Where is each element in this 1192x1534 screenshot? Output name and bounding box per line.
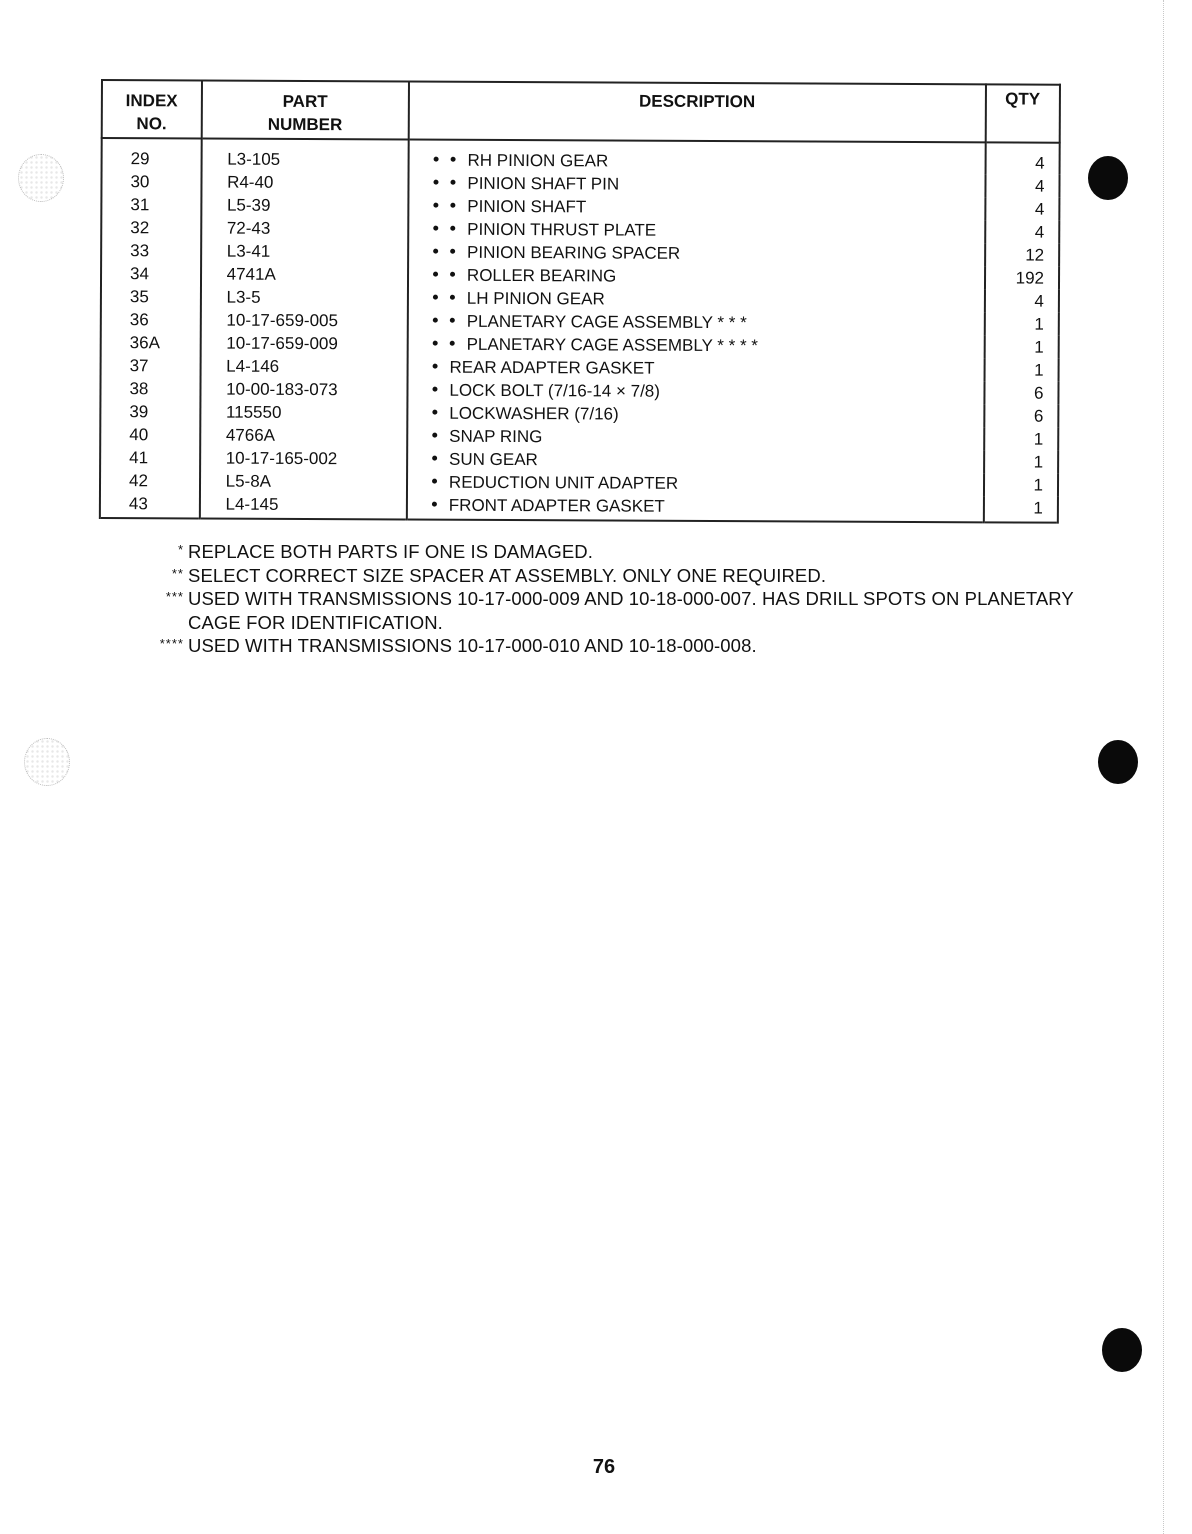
- bullet-icon: [434, 157, 439, 162]
- part-number-cell: L4-145: [199, 492, 406, 519]
- footnote-asterisks: ****: [159, 636, 184, 651]
- qty-cell: 1: [984, 358, 1059, 381]
- part-number-cell: L5-8A: [200, 469, 407, 493]
- description-text: REAR ADAPTER GASKET: [449, 357, 655, 378]
- description-text: SNAP RING: [449, 426, 543, 447]
- description-text: PINION SHAFT: [467, 196, 587, 217]
- qty-cell: 1: [983, 496, 1058, 522]
- header-description: DESCRIPTION: [409, 82, 986, 143]
- table-row: [100, 492, 1058, 523]
- indent-bullets: [433, 333, 467, 356]
- indent-bullets: [432, 494, 449, 517]
- bullet-icon: [450, 272, 455, 277]
- header-part-number: PART NUMBER: [201, 80, 409, 139]
- page-number: 76: [592, 1456, 616, 1478]
- index-no-cell: 39: [100, 400, 200, 423]
- index-no-cell: 32: [101, 216, 201, 239]
- bullet-icon: [450, 180, 455, 185]
- part-number-cell: 10-17-165-002: [200, 446, 407, 470]
- bullet-icon: [432, 364, 437, 369]
- qty-cell: 1: [984, 427, 1059, 450]
- bullet-icon: [450, 249, 455, 254]
- bullet-icon: [433, 249, 438, 254]
- bullet-icon: [432, 387, 437, 392]
- part-number-cell: L3-105: [201, 138, 408, 171]
- binder-hole-faded-middle: [24, 738, 70, 786]
- part-number-cell: 4741A: [201, 262, 408, 286]
- qty-cell: 4: [985, 197, 1060, 220]
- header-index-no: INDEX NO.: [102, 80, 202, 138]
- qty-cell: 1: [984, 335, 1059, 358]
- indent-bullets: [432, 471, 449, 494]
- footnotes: [120, 540, 1080, 658]
- binder-hole-bottom: [1102, 1328, 1142, 1372]
- description-cell: [407, 356, 984, 382]
- description-text: ROLLER BEARING: [466, 265, 617, 286]
- indent-bullets: [432, 356, 449, 379]
- description-cell: [407, 471, 984, 497]
- indent-bullets: [433, 310, 467, 333]
- description-cell: [408, 333, 985, 359]
- description-cell: [407, 448, 984, 474]
- index-no-cell: 33: [101, 239, 201, 262]
- description-text: PINION THRUST PLATE: [467, 219, 657, 240]
- description-text: PLANETARY CAGE ASSEMBLY * * * *: [466, 334, 759, 356]
- qty-cell: 1: [984, 450, 1059, 473]
- indent-bullets: [432, 402, 449, 425]
- parts-list-table: [99, 79, 1061, 524]
- description-text: PINION BEARING SPACER: [467, 242, 681, 263]
- qty-cell: 192: [984, 266, 1059, 289]
- indent-bullets: [433, 172, 467, 195]
- bullet-icon: [433, 226, 438, 231]
- bullet-icon: [450, 341, 455, 346]
- qty-cell: 4: [985, 142, 1060, 174]
- part-number-cell: 72-43: [201, 216, 408, 240]
- qty-cell: 4: [985, 174, 1060, 197]
- bullet-icon: [433, 180, 438, 185]
- description-cell: [408, 195, 985, 221]
- bullet-icon: [451, 157, 456, 162]
- description-cell: [408, 287, 985, 313]
- indent-bullets: [432, 448, 449, 471]
- binder-hole-middle: [1098, 740, 1138, 784]
- footnote: [120, 634, 1080, 658]
- indent-bullets: [433, 241, 467, 264]
- part-number-cell: R4-40: [201, 170, 408, 194]
- part-number-cell: L4-146: [200, 354, 407, 378]
- parts-table-body: [100, 138, 1060, 523]
- index-no-cell: 41: [100, 446, 200, 469]
- bullet-icon: [433, 295, 438, 300]
- index-no-cell: 36A: [101, 331, 201, 354]
- bullet-icon: [433, 272, 438, 277]
- description-text: FRONT ADAPTER GASKET: [448, 495, 665, 516]
- part-number-cell: 4766A: [200, 423, 407, 447]
- indent-bullets: [433, 149, 467, 172]
- qty-cell: 12: [985, 243, 1060, 266]
- footnote-asterisks: ***: [165, 589, 184, 604]
- description-cell: [408, 310, 985, 336]
- qty-cell: 4: [985, 220, 1060, 243]
- description-cell: [408, 140, 985, 175]
- description-cell: [408, 241, 985, 267]
- description-text: PINION SHAFT PIN: [467, 173, 620, 194]
- footnote: [120, 587, 1080, 634]
- part-number-cell: L3-41: [201, 239, 408, 263]
- footnote-asterisks: **: [171, 565, 184, 581]
- index-no-cell: 35: [101, 285, 201, 308]
- index-no-cell: 29: [102, 138, 202, 170]
- bullet-icon: [432, 502, 437, 507]
- index-no-cell: 31: [101, 193, 201, 216]
- table-header-row: [102, 80, 1060, 143]
- qty-cell: 1: [983, 473, 1058, 496]
- bullet-icon: [432, 433, 437, 438]
- page-edge: [1163, 0, 1168, 1534]
- header-qty: QTY: [985, 84, 1060, 142]
- bullet-icon: [450, 226, 455, 231]
- description-text: SUN GEAR: [449, 449, 538, 470]
- bullet-icon: [433, 203, 438, 208]
- index-no-cell: 36: [101, 308, 201, 331]
- index-no-cell: 30: [101, 170, 201, 193]
- part-number-cell: 10-17-659-009: [200, 331, 407, 355]
- footnote-text: REPLACE BOTH PARTS IF ONE IS DAMAGED.: [188, 541, 593, 562]
- qty-cell: 6: [984, 404, 1059, 427]
- bullet-icon: [432, 410, 437, 415]
- description-cell: [407, 493, 984, 522]
- part-number-cell: L5-39: [201, 193, 408, 217]
- footnote-text: USED WITH TRANSMISSIONS 10-17-000-010 AND 10-18-000-008.: [188, 635, 757, 656]
- bullet-icon: [433, 341, 438, 346]
- description-text: LOCK BOLT (7/16-14 × 7/8): [449, 380, 660, 401]
- part-number-cell: 10-17-659-005: [200, 308, 407, 332]
- bullet-icon: [450, 318, 455, 323]
- footnote: [120, 540, 1080, 564]
- part-number-cell: 10-00-183-073: [200, 377, 407, 401]
- footnote-asterisks: *: [177, 542, 184, 557]
- description-cell: [407, 425, 984, 451]
- index-no-cell: 43: [100, 492, 200, 518]
- description-text: LH PINION GEAR: [466, 288, 605, 309]
- indent-bullets: [433, 264, 467, 287]
- description-text: RH PINION GEAR: [467, 150, 609, 171]
- bullet-icon: [433, 318, 438, 323]
- description-text: PLANETARY CAGE ASSEMBLY * * *: [466, 311, 747, 333]
- bullet-icon: [450, 203, 455, 208]
- index-no-cell: 38: [100, 377, 200, 400]
- index-no-cell: 34: [101, 262, 201, 285]
- indent-bullets: [433, 218, 467, 241]
- part-number-cell: 115550: [200, 400, 407, 424]
- description-cell: [407, 402, 984, 428]
- description-text: REDUCTION UNIT ADAPTER: [448, 472, 679, 493]
- binder-hole-faded-top: [18, 154, 64, 202]
- qty-cell: 6: [984, 381, 1059, 404]
- indent-bullets: [432, 379, 449, 402]
- qty-cell: 1: [984, 312, 1059, 335]
- description-cell: [407, 379, 984, 405]
- table-row: [102, 138, 1060, 175]
- footnote-text: SELECT CORRECT SIZE SPACER AT ASSEMBLY. ONLY ONE REQUIRED.: [188, 564, 827, 586]
- indent-bullets: [432, 425, 449, 448]
- footnote: [120, 564, 1080, 588]
- index-no-cell: 42: [100, 469, 200, 492]
- index-no-cell: 40: [100, 423, 200, 446]
- description-cell: [408, 172, 985, 198]
- qty-cell: 4: [984, 289, 1059, 312]
- bullet-icon: [450, 295, 455, 300]
- description-text: LOCKWASHER (7/16): [449, 403, 619, 424]
- bullet-icon: [432, 479, 437, 484]
- bullet-icon: [432, 456, 437, 461]
- indent-bullets: [433, 195, 467, 218]
- footnote-text: USED WITH TRANSMISSIONS 10-17-000-009 AND 10-18-000-007. HAS DRILL SPOTS ON PLANETARY CAGE FOR IDENTIFICATION.: [188, 588, 1074, 633]
- index-no-cell: 37: [101, 354, 201, 377]
- description-cell: [408, 218, 985, 244]
- part-number-cell: L3-5: [200, 285, 407, 309]
- indent-bullets: [433, 287, 467, 310]
- description-cell: [408, 264, 985, 290]
- binder-hole-top: [1088, 156, 1128, 200]
